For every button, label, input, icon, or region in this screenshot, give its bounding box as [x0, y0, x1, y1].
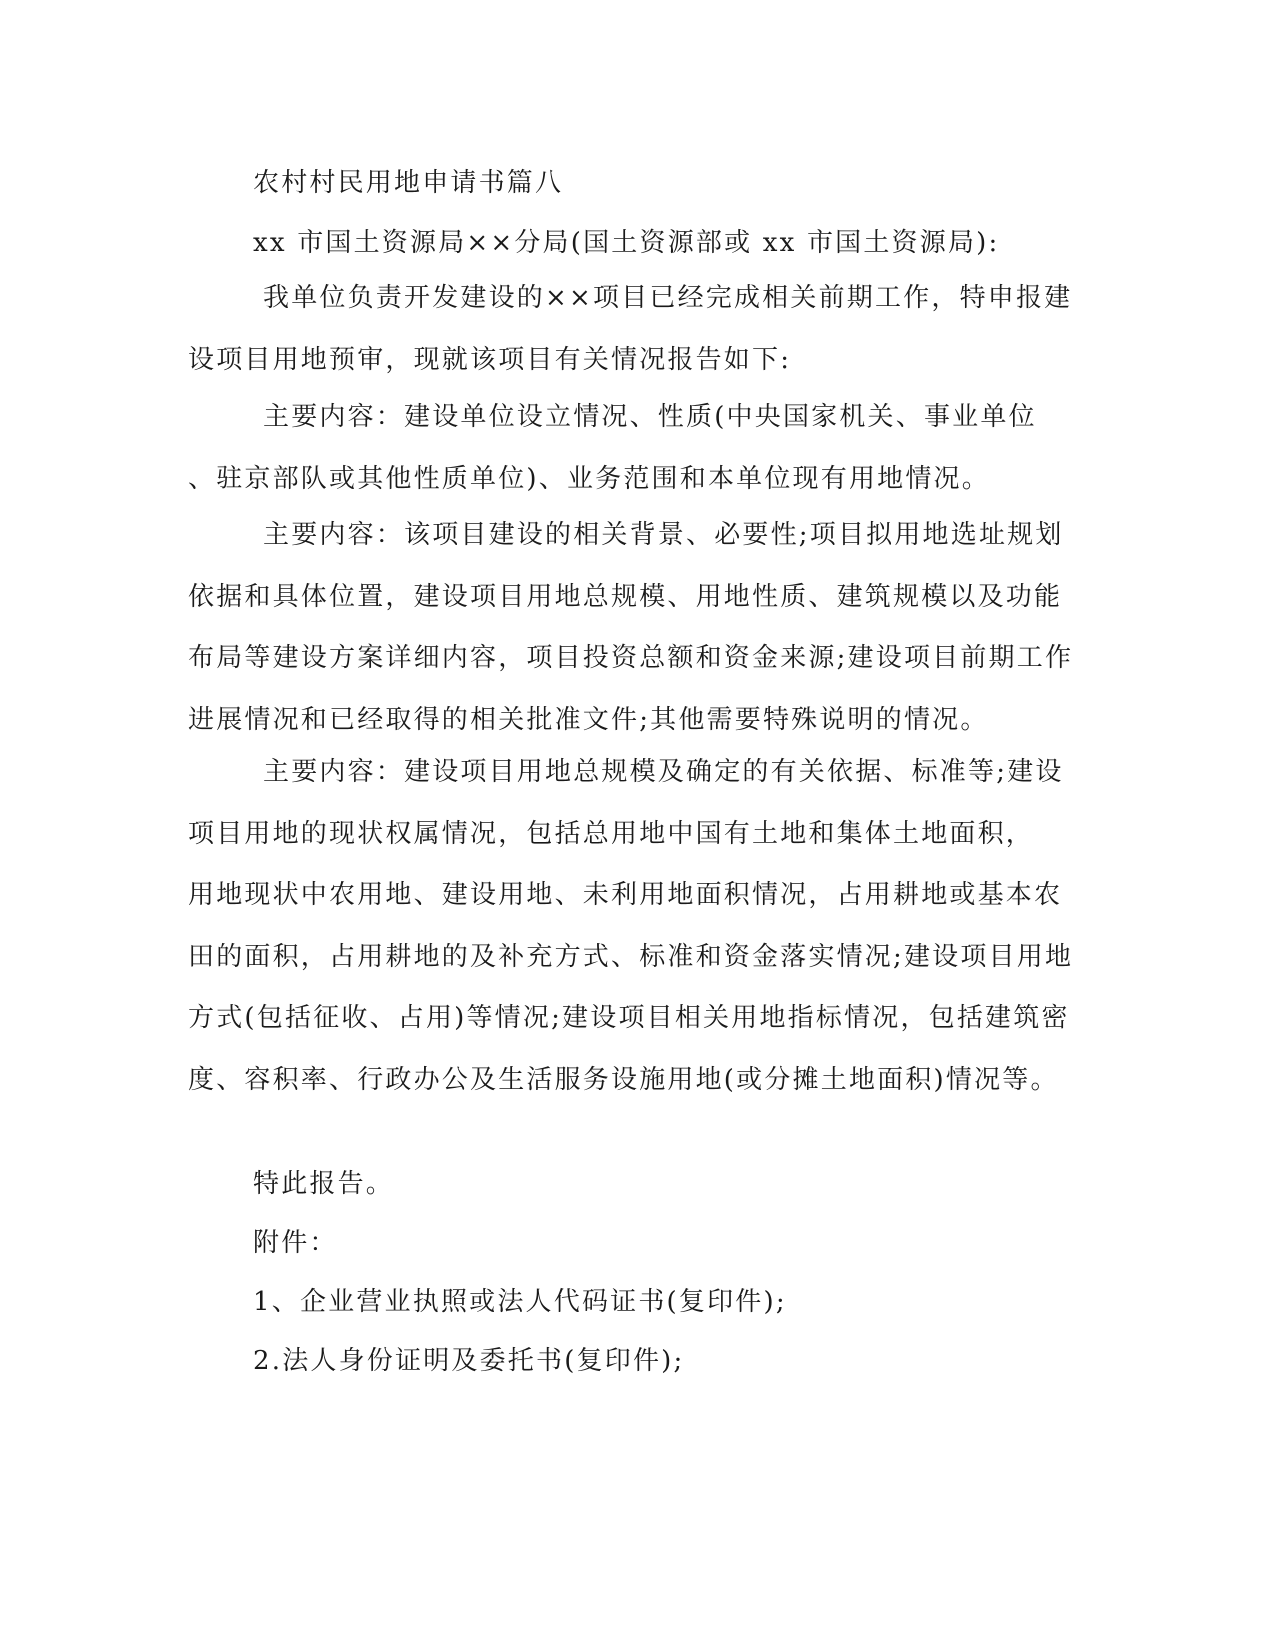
paragraph-intro [188, 268, 1088, 391]
paragraph-text: 我单位负责开发建设的××项目已经完成相关前期工作，特申报建设项目用地预审，现就该项目有关情况报告如下: [188, 283, 1073, 375]
document-title: 农村村民用地申请书篇八 [253, 168, 564, 198]
paragraph-text: 主要内容：建设项目用地总规模及确定的有关依据、标准等;建设项目用地的现状权属情况，包括总用地中国有土地和集体土地面积， 用地现状中农用地、建设用地、未利用地面积情况，占用耕地或基本农田的面积，占用耕地的及补充方式、标准和资金落实情况;建设项目用地方式(包括征收、占用)等情况;建设项目相关用地指标情况，包括建筑密度、容积率、行政办公及生活服务设施用地(或分摊土地面积)情况等。 [188, 757, 1074, 1095]
closing-text: 特此报告。 [253, 1169, 395, 1199]
attachment-item: 2.法人身份证明及委托书(复印件); [253, 1346, 685, 1376]
attachment-item: 1、企业营业执照或法人代码证书(复印件); [253, 1287, 787, 1317]
paragraph-project-info [188, 505, 1088, 751]
paragraph-text: 主要内容：该项目建设的相关背景、必要性;项目拟用地选址规划依据和具体位置，建设项目用地总规模、用地性质、建筑规模以及功能布局等建设方案详细内容，项目投资总额和资金来源;建设项目前期工作进展情况和已经取得的相关批准文件;其他需要特殊说明的情况。 [188, 520, 1074, 735]
paragraph-text: 主要内容：建设单位设立情况、性质(中央国家机关、事业单位 、驻京部队或其他性质单位)、业务范围和本单位现有用地情况。 [188, 402, 1037, 494]
attachments-label: 附件： [253, 1228, 338, 1258]
paragraph-unit-info [188, 387, 1088, 510]
paragraph-land-info [188, 742, 1088, 1111]
salutation: xx 市国土资源局××分局(国土资源部或 xx 市国土资源局): [253, 228, 1000, 258]
